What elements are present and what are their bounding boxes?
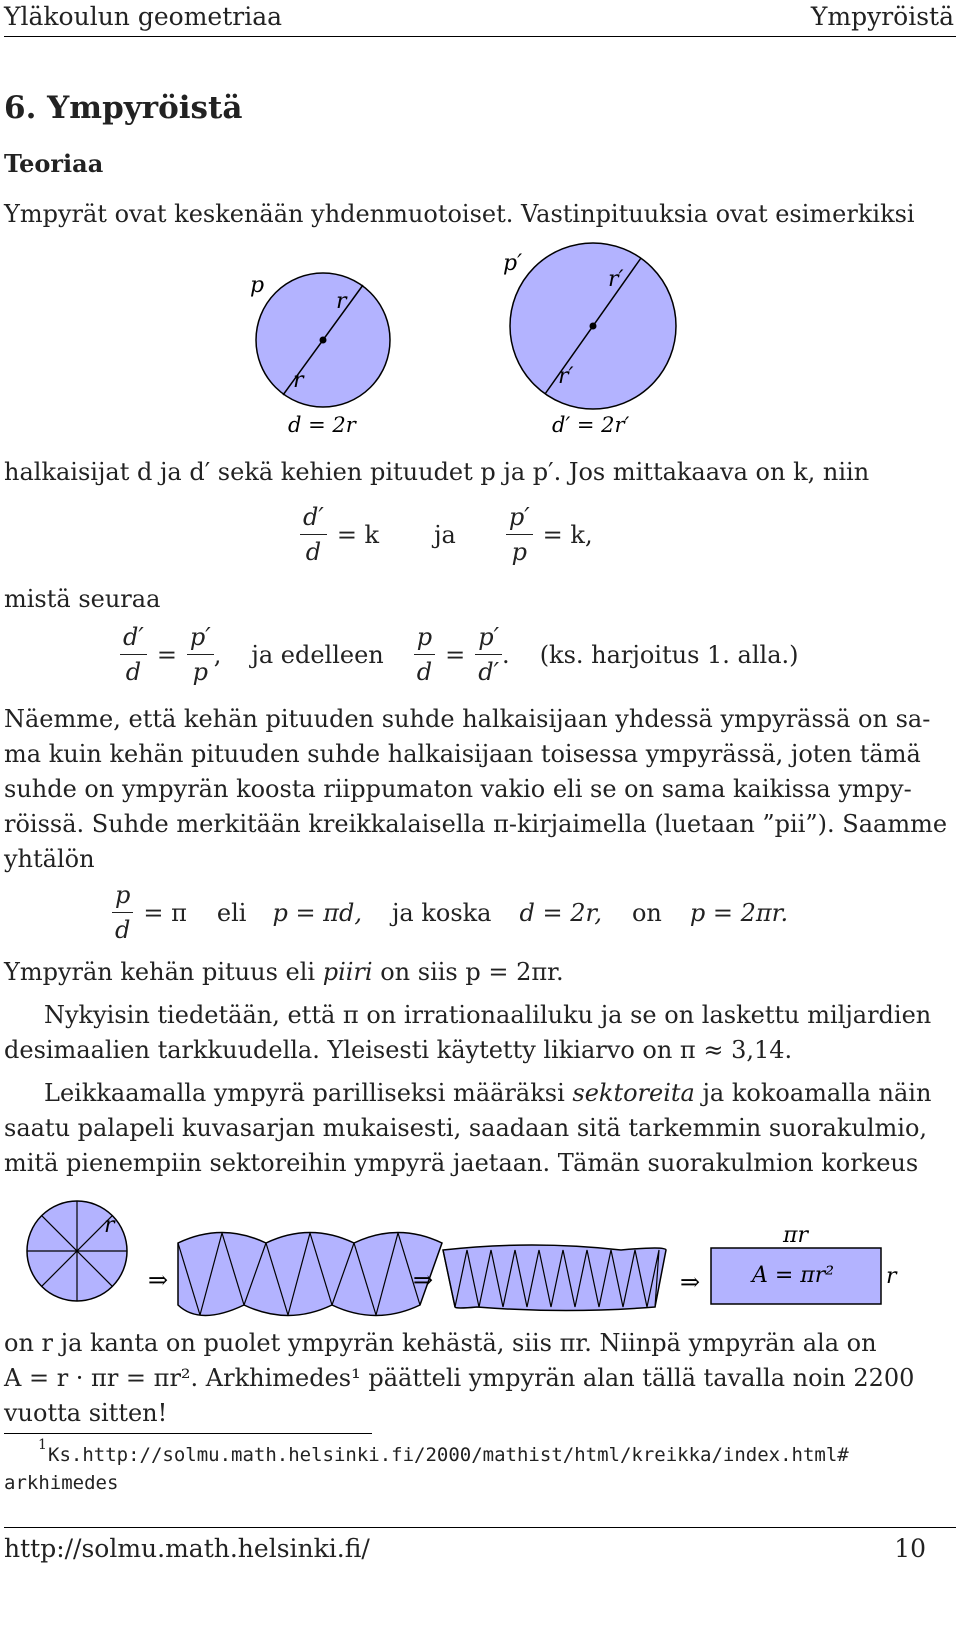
header-rule — [4, 36, 956, 37]
small-r-top-label: r — [336, 289, 347, 314]
conj-ja: ja — [434, 520, 456, 549]
equals: = — [156, 640, 177, 669]
frac-den: p — [192, 658, 209, 686]
paragraph-4-line-4: röissä. Suhde merkitään kreikkalaisella π-kirjaimella (luetaan ”pii”). Saamme — [4, 810, 948, 838]
paragraph-3: mistä seuraa — [4, 585, 161, 613]
fraction-d-ratio — [300, 500, 327, 569]
paragraph-1: Ympyrät ovat keskenään yhdenmuotoiset. Vastinpituuksia ovat esimerkiksi — [4, 200, 915, 228]
equation-pi — [112, 878, 788, 947]
expr-p-2pi-r: p = 2πr. — [689, 898, 789, 927]
equation-ratios — [120, 620, 799, 689]
footnote-link-cont[interactable]: arkhimedes — [4, 1472, 119, 1494]
comma: , — [213, 640, 222, 669]
arrow-1: ⇒ — [148, 1266, 169, 1294]
large-r-bottom-label: r′ — [558, 364, 574, 389]
running-header-right: Ympyröistä — [810, 2, 954, 31]
p5-text-3: on siis p = 2πr. — [372, 958, 564, 986]
text-on: on — [631, 898, 662, 927]
frac-den: d — [416, 658, 433, 686]
frac-num: d′ — [300, 500, 327, 535]
paragraph-2: halkaisijat d ja d′ sekä kehien pituudet p ja p′. Jos mittakaava on k, niin — [4, 458, 870, 486]
fraction-p-ratio — [506, 500, 533, 569]
subsection-title: Teoriaa — [4, 149, 104, 178]
footer-rule — [4, 1527, 956, 1528]
frac-den: d — [125, 658, 142, 686]
p7-text-a: Leikkaamalla ympyrä parilliseksi määräksi — [44, 1079, 573, 1107]
footer-url[interactable]: http://solmu.math.helsinki.fi/ — [4, 1534, 370, 1563]
paragraph-8-line-1: on r ja kanta on puolet ympyrän kehästä, siis πr. Niinpä ympyrän ala on — [4, 1329, 877, 1357]
paragraph-6-line-1: Nykyisin tiedetään, että π on irrationaaliluku ja se on laskettu miljardien — [44, 1001, 932, 1029]
large-r-top-label: r′ — [608, 267, 624, 292]
frac-den: d — [115, 916, 131, 944]
expr-d-2r: d = 2r, — [519, 898, 602, 927]
p7-text-c: ja kokoamalla näin — [694, 1079, 932, 1107]
fraction-b — [187, 620, 214, 689]
section-title: 6. Ympyröistä — [4, 90, 243, 126]
arrow-2: ⇒ — [413, 1266, 434, 1294]
paragraph-8-line-2: A = r · πr = πr². Arkhimedes¹ päätteli ympyrän alan tällä tavalla noin 2200 — [4, 1364, 915, 1392]
frac-den: d — [305, 538, 322, 566]
fraction-c — [414, 620, 435, 689]
wedge-strip-coarse — [178, 1233, 442, 1316]
paragraph-4-line-1: Näemme, että kehän pituuden suhde halkaisijaan yhdessä ympyrässä on sa- — [4, 705, 931, 733]
fraction-d — [475, 620, 502, 689]
paragraph-8-line-3: vuotta sitten! — [4, 1399, 168, 1427]
paragraph-6-line-2: desimaalien tarkkuudella. Yleisesti käytetty likiarvo on π ≈ 3,14. — [4, 1036, 793, 1064]
rhs-k2: = k, — [542, 520, 593, 549]
paragraph-7-line-1 — [44, 1076, 931, 1111]
paragraph-4-line-2: ma kuin kehän pituuden suhde halkaisijaan toisessa ympyrässä, joten tämä — [4, 740, 921, 768]
equals-2: = — [445, 640, 466, 669]
sector-rearrangement-figure — [0, 1190, 960, 1320]
small-r-bottom-label: r — [293, 368, 304, 393]
frac-den: p — [511, 538, 527, 566]
frac-num: p′ — [475, 620, 502, 655]
large-caption: d′ = 2r′ — [552, 413, 630, 437]
small-center — [320, 337, 327, 344]
rect-area-label: A = πr² — [752, 1263, 835, 1288]
p7-term-sektoreita: sektoreita — [572, 1079, 695, 1107]
frac-num: p′ — [506, 500, 533, 535]
paragraph-7-line-3: mitä pienempiin sektoreihin ympyrä jaetaan. Tämän suorakulmion korkeus — [4, 1149, 919, 1177]
page-number: 10 — [894, 1534, 926, 1563]
similar-circles-figure — [0, 240, 960, 450]
rhs-k: = k — [336, 520, 380, 549]
rect-side-label: r — [886, 1264, 897, 1289]
small-caption: d = 2r — [288, 413, 356, 437]
rect-top-label: πr — [783, 1223, 808, 1248]
footnote-mark: 1 — [38, 1437, 47, 1453]
sector-r-label: r — [104, 1213, 115, 1238]
p5-text-1: Ympyrän kehän pituus eli — [4, 958, 323, 986]
running-header-left: Yläkoulun geometriaa — [4, 2, 283, 31]
period: . — [502, 640, 510, 669]
footnote-rule — [4, 1433, 372, 1434]
frac-den: d′ — [478, 658, 500, 686]
footnote-link[interactable]: Ks.http://solmu.math.helsinki.fi/2000/mathist/html/kreikka/index.html# — [48, 1444, 849, 1466]
frac-num: d′ — [120, 620, 147, 655]
large-p-label: p′ — [503, 251, 523, 276]
large-center — [590, 323, 597, 330]
paragraph-4-line-3: suhde on ympyrän koosta riippumaton vakio eli se on sama kaikissa ympy- — [4, 775, 912, 803]
frac-num: p′ — [187, 620, 214, 655]
text-ja-koska: ja koska — [391, 898, 492, 927]
wedge-strip-fine — [443, 1245, 666, 1311]
exercise-note: (ks. harjoitus 1. alla.) — [539, 640, 799, 669]
frac-num: p — [414, 620, 435, 655]
small-p-label: p — [250, 273, 265, 298]
paragraph-7-line-2: saatu palapeli kuvasarjan mukaisesti, saadaan sitä tarkemmin suorakulmio, — [4, 1114, 928, 1142]
text-ja-edelleen: ja edelleen — [251, 640, 384, 669]
fraction-p-over-d — [112, 878, 133, 947]
paragraph-5 — [4, 955, 564, 990]
text-eli: eli — [216, 898, 247, 927]
expr-p-pi-d: p = πd, — [272, 898, 362, 927]
frac-num: p — [112, 878, 133, 913]
equals-pi: = π — [143, 898, 187, 927]
paragraph-4-line-5: yhtälön — [4, 845, 95, 873]
equation-scale — [300, 500, 593, 569]
fraction-a — [120, 620, 147, 689]
arrow-3: ⇒ — [680, 1268, 701, 1296]
p5-term-piiri: piiri — [322, 958, 373, 986]
sectored-circle — [27, 1201, 127, 1301]
